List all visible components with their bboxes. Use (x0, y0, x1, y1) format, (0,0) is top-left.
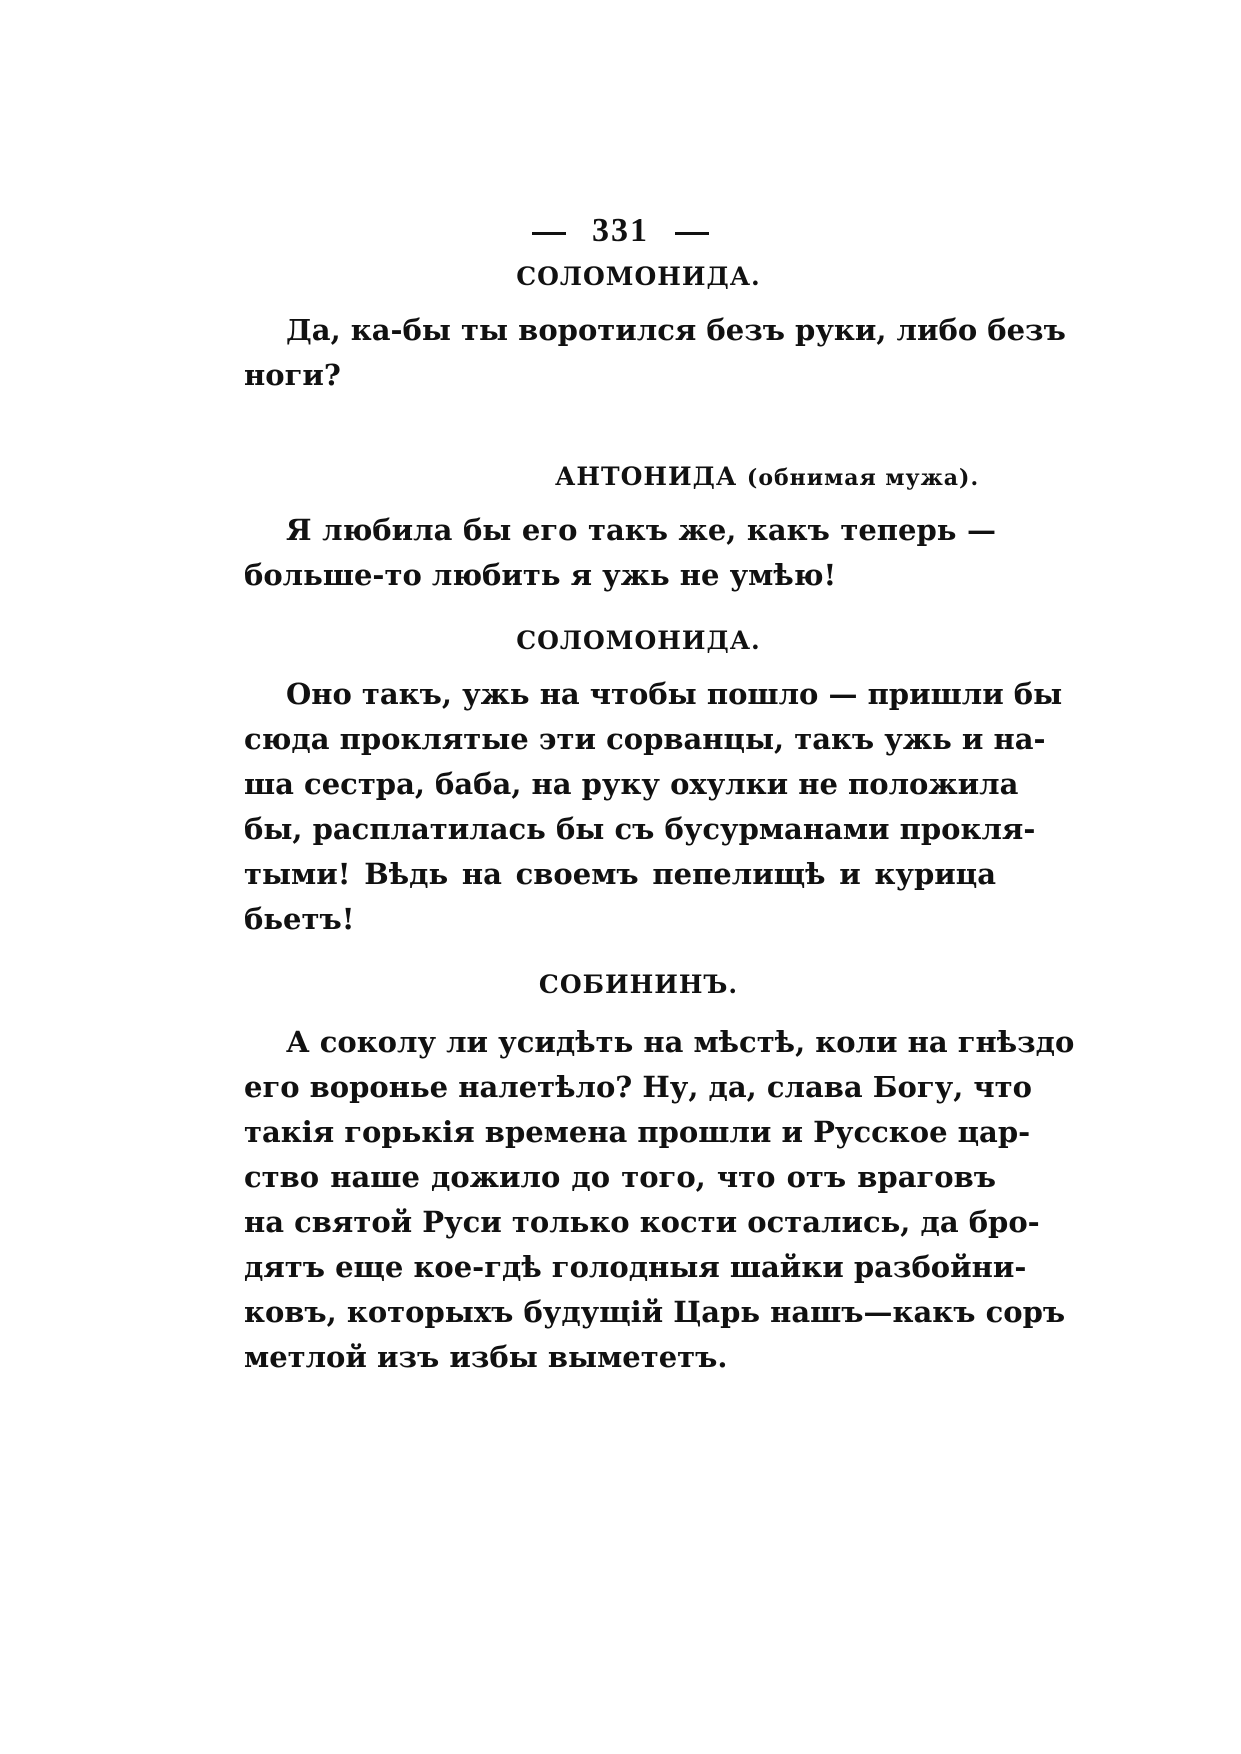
speech-line: ноги? (244, 358, 341, 392)
speech-line: ство наше дожило до того, что отъ враговъ (244, 1160, 996, 1194)
speaker-label: СОЛОМОНИДА. (516, 626, 761, 655)
speech-block (244, 508, 996, 598)
speech-line: дятъ еще кое-гдѣ голодныя шайки разбойни- (244, 1250, 1027, 1284)
speech-line: его воронье налетѣло? Ну, да, слава Богу, что (244, 1070, 1032, 1104)
speech-line: Оно такъ, ужь на чтобы пошло — пришли бы (286, 677, 1063, 711)
speaker-name (0, 262, 1241, 291)
speech-block (244, 308, 1066, 398)
speech-line: метлой изъ избы вымететъ. (244, 1340, 728, 1374)
speech-line: тыми! Вѣдь на своемъ пепелищѣ и курица (244, 857, 996, 891)
speech-line: ковъ, которыхъ будущій Царь нашъ—какъ соръ (244, 1295, 1066, 1329)
speech-line: такія горькія времена прошли и Русское цар- (244, 1115, 1031, 1149)
speech-line: ша сестра, баба, на руку охулки не положила (244, 767, 1019, 801)
speech-line: Я любила бы его такъ же, какъ теперь — (286, 513, 996, 547)
speaker-label: АНТОНИДА (555, 462, 738, 491)
speech-block (244, 1020, 1075, 1380)
stage-direction: (обнимая мужа). (746, 465, 980, 491)
speech-line: бьетъ! (244, 902, 355, 936)
page-number (0, 212, 1241, 250)
speech-block (244, 672, 1063, 942)
speech-line: на святой Руси только кости остались, да бро- (244, 1205, 1040, 1239)
speaker-label: СОЛОМОНИДА. (516, 262, 761, 291)
left-dash (532, 232, 566, 235)
speaker-name (555, 462, 979, 491)
speech-line: сюда проклятые эти сорванцы, такъ ужь и на- (244, 722, 1046, 756)
page-number-value: 331 (592, 212, 649, 249)
speaker-name (0, 970, 1241, 999)
speech-line: А соколу ли усидѣть на мѣстѣ, коли на гнѣздо (286, 1025, 1075, 1059)
speech-line: бы, расплатилась бы съ бусурманами прокля- (244, 812, 1036, 846)
speaker-label: СОБИНИНЪ. (538, 970, 739, 999)
speech-line: Да, ка-бы ты воротился безъ руки, либо безъ (286, 313, 1066, 347)
right-dash (675, 232, 709, 235)
speech-line: больше-то любить я ужь не умѣю! (244, 558, 837, 592)
speaker-name (0, 626, 1241, 655)
